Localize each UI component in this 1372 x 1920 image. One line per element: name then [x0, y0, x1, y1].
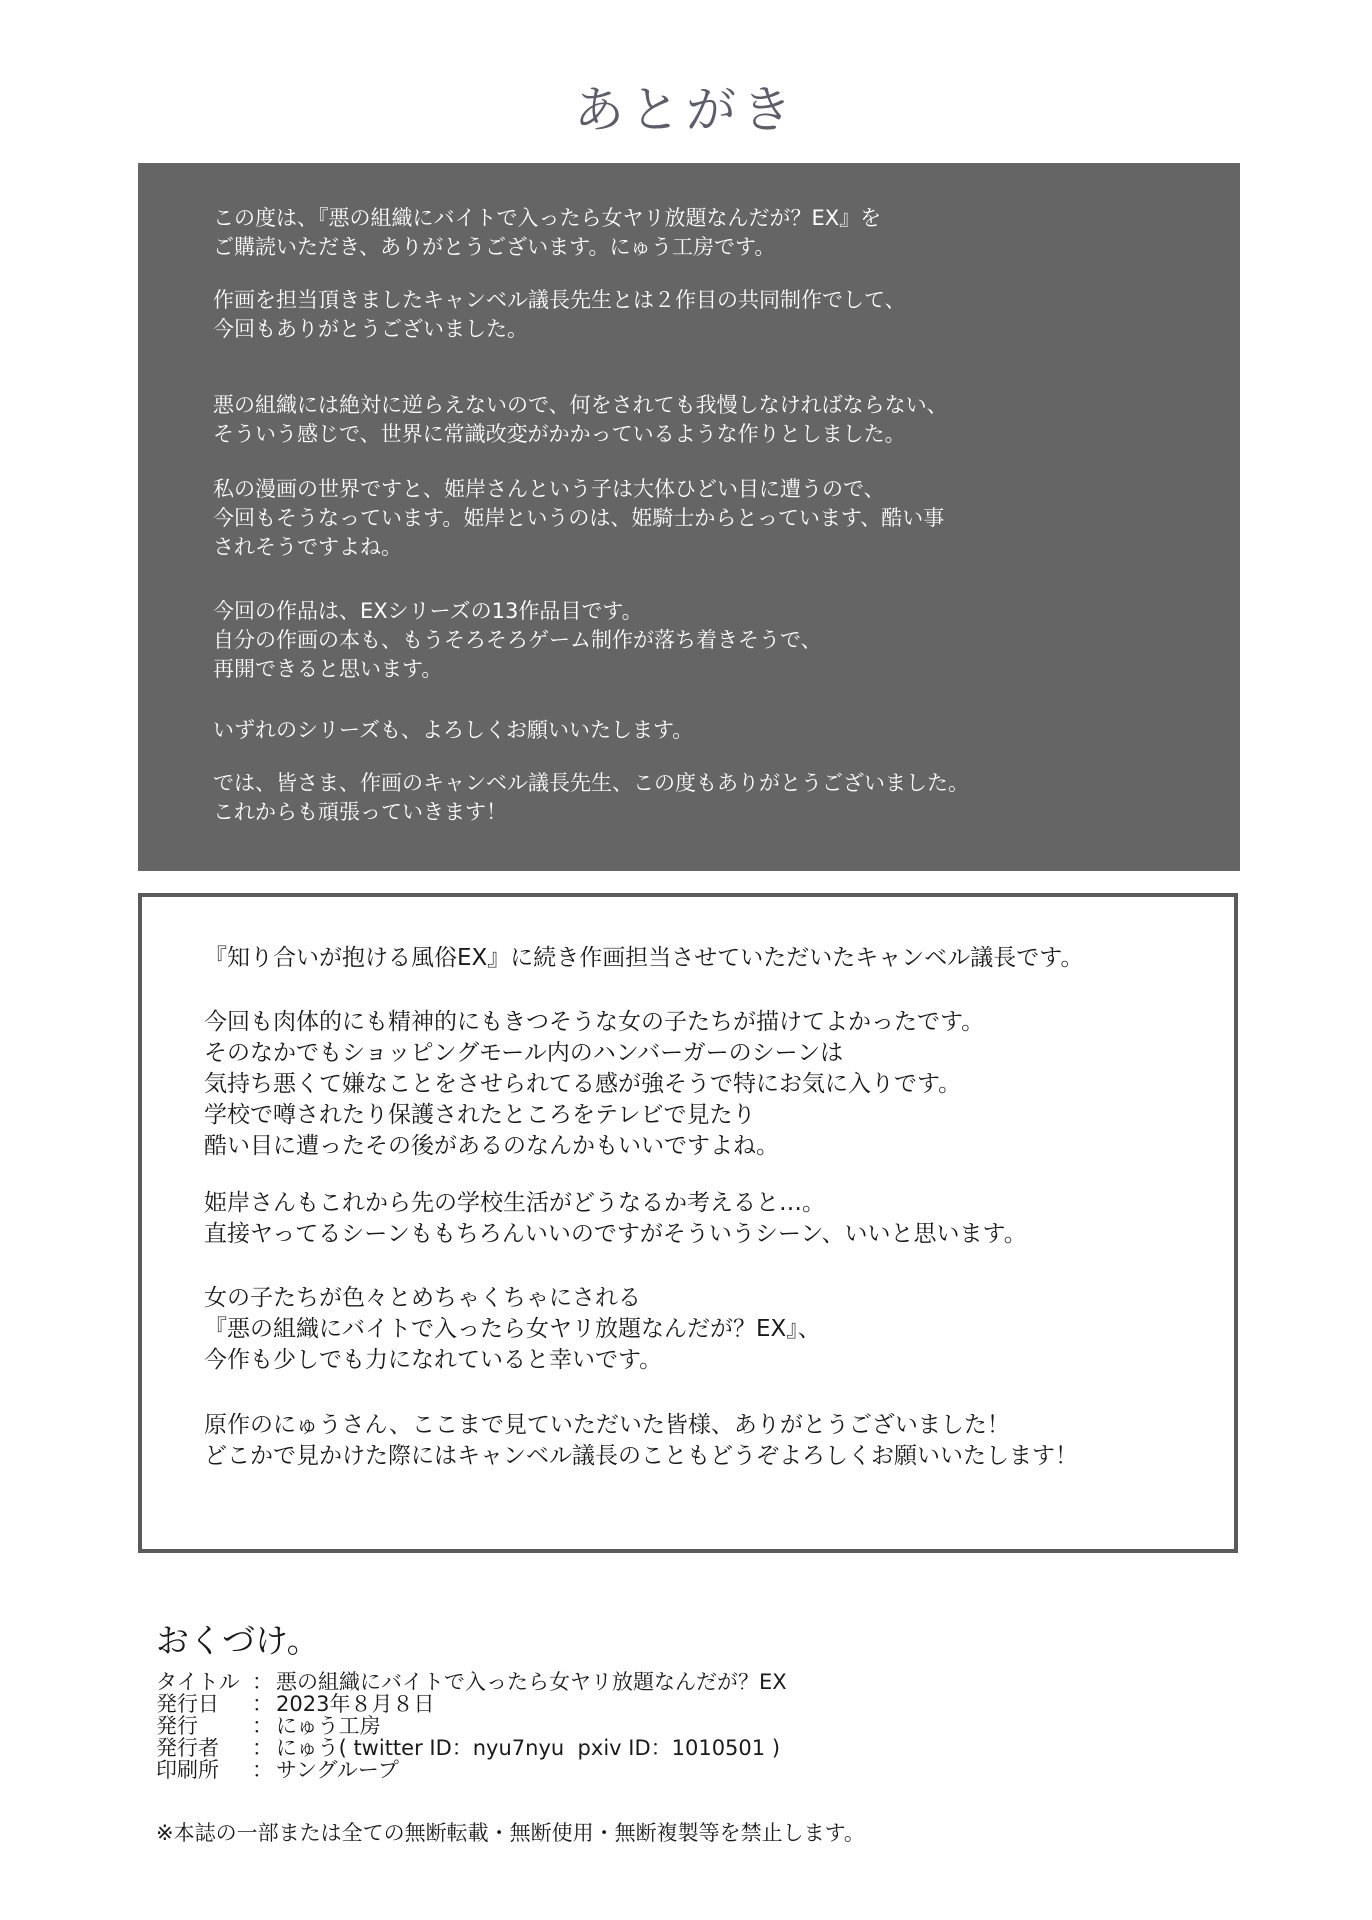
artist-paragraph-4: 女の子たちが色々とめちゃくちゃにされる 『悪の組織にバイトで入ったら女ヤリ放題なんだが？EX』、 今作も少しでも力になれていると幸いです。: [204, 1285, 821, 1373]
colophon-separator: ：: [252, 1758, 273, 1782]
artist-paragraph-5: 原作のにゅうさん、ここまで見ていただいた皆様、ありがとうございました！ どこかで見かけた際にはキャンベル議長のこともどうぞよろしくお願いいたします！: [204, 1412, 1078, 1469]
colophon-separator: ：: [252, 1692, 273, 1716]
colophon-value: 2023年８月８日: [276, 1692, 435, 1716]
colophon-value: にゅう( twitter ID：nyu7nyu pxiv ID：1010501 ): [276, 1736, 781, 1760]
author-paragraph-7: では、皆さま、作画のキャンベル議長先生、この度もありがとうございました。 これからも頑張っていきます！: [213, 771, 969, 824]
author-afterword-box: [138, 163, 1240, 871]
artist-paragraph-1: 『知り合いが抱ける風俗EX』に続き作画担当させていただいたキャンベル議長です。: [204, 945, 1084, 971]
colophon-value: 悪の組織にバイトで入ったら女ヤリ放題なんだが？EX: [276, 1670, 787, 1694]
author-paragraph-2: 作画を担当頂きましたキャンベル議長先生とは２作目の共同制作でして、 今回もありがとうございました。: [213, 288, 906, 341]
colophon-separator: ：: [252, 1670, 273, 1694]
author-paragraph-1: この度は、『悪の組織にバイトで入ったら女ヤリ放題なんだが？EX』を ご購読いただき、ありがとうございます。にゅう工房です。: [213, 206, 882, 259]
colophon-separator: ：: [252, 1714, 273, 1738]
colophon-value: にゅう工房: [276, 1714, 381, 1738]
colophon-row-publisher: [156, 1715, 787, 1737]
colophon-label: 発行者: [156, 1736, 219, 1760]
colophon-row-title: [156, 1671, 787, 1693]
colophon-value: サングループ: [276, 1758, 399, 1782]
artist-afterword-box: [138, 893, 1238, 1553]
colophon-label: 印刷所: [156, 1758, 219, 1782]
colophon-heading: おくづけ。: [156, 1621, 320, 1660]
colophon-separator: ：: [252, 1736, 273, 1760]
colophon-table: [156, 1671, 787, 1781]
page-title: あとがき: [574, 81, 798, 139]
colophon-label: 発行日: [156, 1692, 219, 1716]
colophon-row-issuer: [156, 1737, 787, 1759]
artist-paragraph-3: 姫岸さんもこれから先の学校生活がどうなるか考えると…。 直接ヤってるシーンももちろんいいのですがそういうシーン、いいと思います。: [204, 1190, 1027, 1247]
author-paragraph-3: 悪の組織には絶対に逆らえないので、何をされても我慢しなければならない、 そういう感じで、世界に常識改変がかかっているような作りとしました。: [213, 393, 948, 446]
colophon-row-printer: [156, 1759, 787, 1781]
author-paragraph-6: いずれのシリーズも、よろしくお願いいたします。: [213, 718, 694, 742]
colophon-label: タイトル: [156, 1670, 240, 1694]
colophon-row-date: [156, 1693, 787, 1715]
author-paragraph-4: 私の漫画の世界ですと、姫岸さんという子は大体ひどい目に遭うので、 今回もそうなっています。姫岸というのは、姫騎士からとっています、酷い事 されそうですよね。: [213, 477, 945, 559]
author-paragraph-5: 今回の作品は、EXシリーズの13作品目です。 自分の作画の本も、もうそろそろゲーム制作が落ち着きそうで、 再開できると思います。: [213, 599, 822, 681]
colophon-label: 発行: [156, 1714, 198, 1738]
artist-paragraph-2: 今回も肉体的にも精神的にもきつそうな女の子たちが描けてよかったです。 そのなかでもショッピングモール内のハンバーガーのシーンは 気持ち悪くて嫌なことをさせられてる感が強そうで特にお気に入りです。 学校で噂されたり保護されたところをテレビで見たり 酷い目に遭ったその後があるのなんかもいいですよね。: [204, 1009, 985, 1159]
copyright-notice: ※本誌の一部または全ての無断転載・無断使用・無断複製等を禁止します。: [156, 1821, 865, 1845]
